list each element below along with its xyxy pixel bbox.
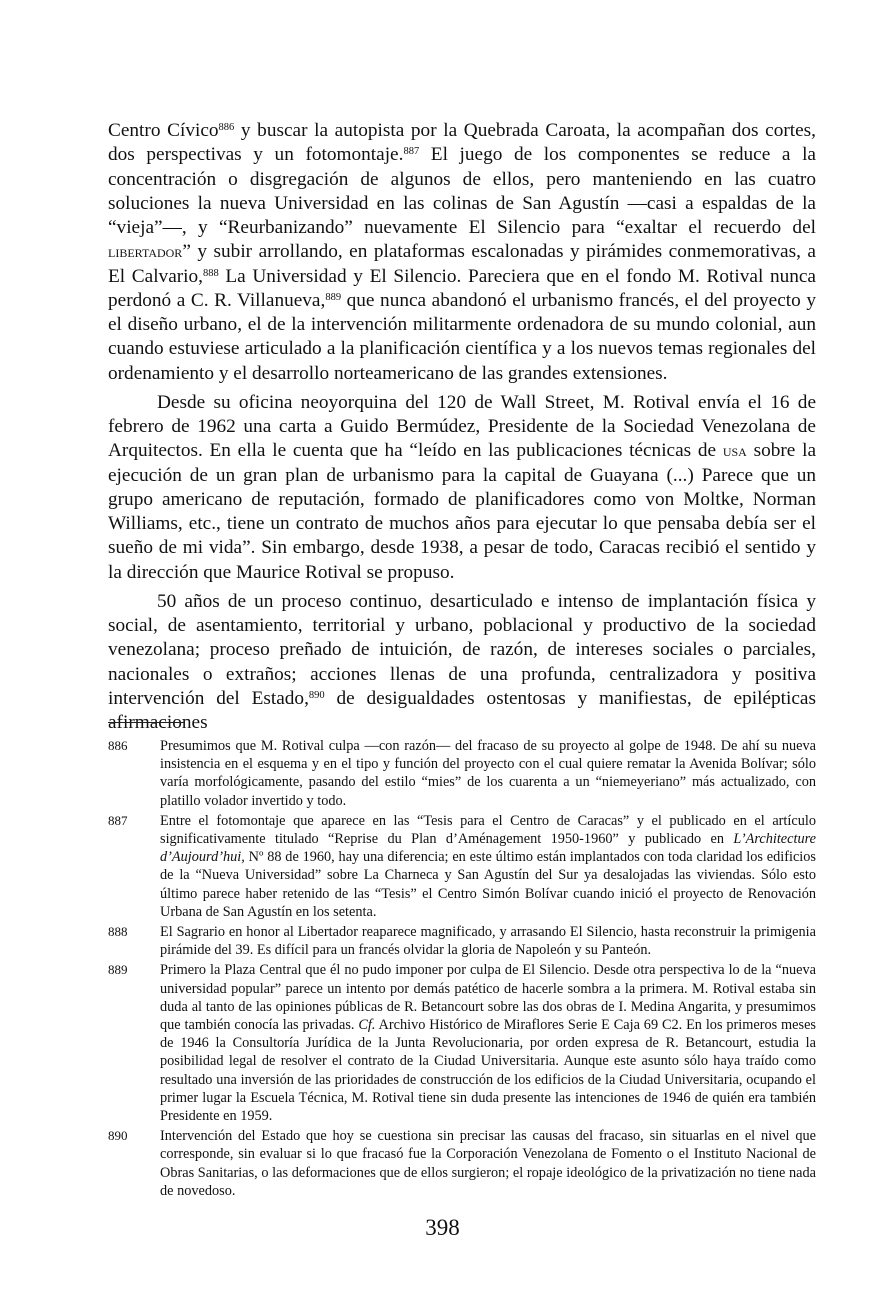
footnote-ref-887[interactable]: 887 xyxy=(403,146,420,158)
footnote-889 xyxy=(108,961,816,1125)
footnote-number: 889 xyxy=(108,962,128,978)
footnotes xyxy=(108,737,816,1200)
footnote-ref-889[interactable]: 889 xyxy=(325,291,342,303)
footnote-888 xyxy=(108,923,816,959)
footnote-text: El Sagrario en honor al Libertador reaparece magnificado, y arrasando El Silencio, hasta reconstruir la primigenia pirámide del 39. Es difícil para un francés olvidar la gloria de Napoleón y su Panteón. xyxy=(160,924,816,959)
small-caps-libertador: libertador xyxy=(108,242,183,262)
cf-abbreviation: Cf. xyxy=(358,1017,376,1034)
journal-title: L’Architecture d’Aujourd’hui, xyxy=(160,831,816,866)
footnote-ref-888[interactable]: 888 xyxy=(203,267,219,279)
footnote-ref-886[interactable]: 886 xyxy=(218,122,235,133)
paragraph-3: 50 años de un proceso continuo, desarticulado e intenso de implantación física y social, de asentamiento, territorial y urbano, poblacional y productivo de la sociedad venezolana; proceso preñado de intuición, de razón, de intereses sociales o parciales, nacionales o extraños; acciones llenas de una profunda, centralizadora y positiva intervención del Estado,$^{890}$ de desigualdades ostentosas y manifiestas, de epilépticas afirmaciones xyxy=(108,590,816,733)
footnote-text: Intervención del Estado que hoy se cuestiona sin precisar las causas del fracaso, sin situarlas en el nivel que corresponde, sin evaluar si lo que fracasó fue la Corporación Venezolana de Fomento o el Instituto Nacional de Obras Sanitarias, o las deformaciones que de ellos surgieron; el ropaje ideológico de la privatización no tiene nada de novedoso. xyxy=(160,1128,816,1199)
footnote-text: Presumimos que M. Rotival culpa —con razón— del fracaso de su proyecto al golpe de 1948. De ahí su nueva insistencia en el esquema y en el tipo y función del proyecto con el cual quiere rematar la Avenida Bolívar; sólo varía morfológicamente, pasando del estilo “mies” de los cuarenta a un “niemeyeriano” más actualizado, con platillo volador invertido y todo. xyxy=(160,738,816,809)
footnote-number: 887 xyxy=(108,812,128,828)
footnote-ref-890[interactable]: 890 xyxy=(308,689,325,701)
footnote-number: 890 xyxy=(108,1128,128,1144)
footnote-886 xyxy=(108,737,816,810)
main-text xyxy=(108,119,816,735)
footnote-890 xyxy=(108,1127,816,1200)
footnote-887 xyxy=(108,812,816,921)
footnote-number: 888 xyxy=(108,924,128,940)
paragraph-2: Desde su oficina neoyorquina del 120 de Wall Street, M. Rotival envía el 16 de febrero de 1962 una carta a Guido Bermúdez, Presidente de la Sociedad Venezolana de Arquitectos. En ella le cuenta que ha “leído en las publicaciones técnicas de usa sobre la ejecución de un gran plan de urbanismo para la capital de Guayana (...) Parece que un grupo americano de reputación, formado de planificadores como von Moltke, Norman Williams, etc., tiene un contrato de muchos años para ejecutar lo que pensaba debía ser el sueño de mi vida”. Sin embargo, desde 1938, a pesar de todo, Caracas recibió el sentido y la dirección que Maurice Rotival se propuso. xyxy=(108,391,817,583)
footnote-text: Entre el fotomontaje que aparece en las “Tesis para el Centro de Caracas” y el publicado en el artículo significativamente titulado “Reprise du Plan d’Aménagement 1950-1960” y publicado en L’Architecture d’Aujourd’hui, Nº 88 de 1960, hay una diferencia; en este último están implantados con toda claridad los edificios de la “Nueva Universidad” sobre La Charneca y San Agustín del Sur ya desalojadas las viviendas. Sólo esto último parece haber retenido de las “Tesis” el Centro Simón Bolívar cuando inició el proyecto de Renovación Urbana de San Agustín en los setenta. xyxy=(160,812,816,920)
footnote-separator xyxy=(108,722,184,723)
footnote-number: 886 xyxy=(108,738,128,753)
paragraph-1: Centro Cívico$^{886}$ y buscar la autopista por la Quebrada Caroata, la acompañan dos cortes, dos perspectivas y un fotomontaje.$^{887}$ El juego de los componentes se reduce a la concentración o disgregación de algunos de ellos, pero manteniendo en las cuatro soluciones la nueva Universidad en las colinas de San Agustín —casi a espaldas de la “vieja”—, y “Reurbanizando” nuevamente El Silencio para “exaltar el recuerdo del libertador” y subir arrollando, en plataformas escalonadas y pirámides conmemorativas, a El Calvario,$^{888}$ La Universidad y El Silencio. Pareciera que en el fondo M. Rotival nunca perdonó a C. R. Villanueva,$^{889}$ que nunca abandonó el urbanismo francés, el del proyecto y el diseño urbano, el de la intervención militarmente ordenadora de su mundo colonial, aun cuando estuviese articulado a la planificación científica y a los nuevos temas regionales del ordenamiento y el desarrollo norteamericano de las grandes extensiones. xyxy=(108,120,817,384)
page-number: 398 xyxy=(425,1215,460,1240)
footnote-text: Primero la Plaza Central que él no pudo imponer por culpa de El Silencio. Desde otra perspectiva lo de la “nueva universidad popular” parece un intento por demás patético de hacerle sombra a la primera. M. Rotival estaba sin duda al tanto de las opiniones públicas de R. Betancourt sobre las dos obras de I. Medina Angarita, y presumimos que también conocía las privadas. Cf. Archivo Histórico de Miraflores Serie E Caja 69 C2. En los primeros meses de 1946 la Consultoría Jurídica de la Junta Revolucionaria, por orden expresa de R. Betancourt, estudia la posibilidad legal de resolver el contrato de la Ciudad Universitaria. Aunque este asunto sólo haya traído como resultado una inversión de las prioridades de construcción de los edificios de la Ciudad Universitaria, ocupando el primer lugar la Escuela Técnica, M. Rotival tiene sin duda presente las intenciones de 1946 de quién era también Presidente en 1959. xyxy=(160,962,816,1125)
small-caps-usa: usa xyxy=(722,441,747,461)
